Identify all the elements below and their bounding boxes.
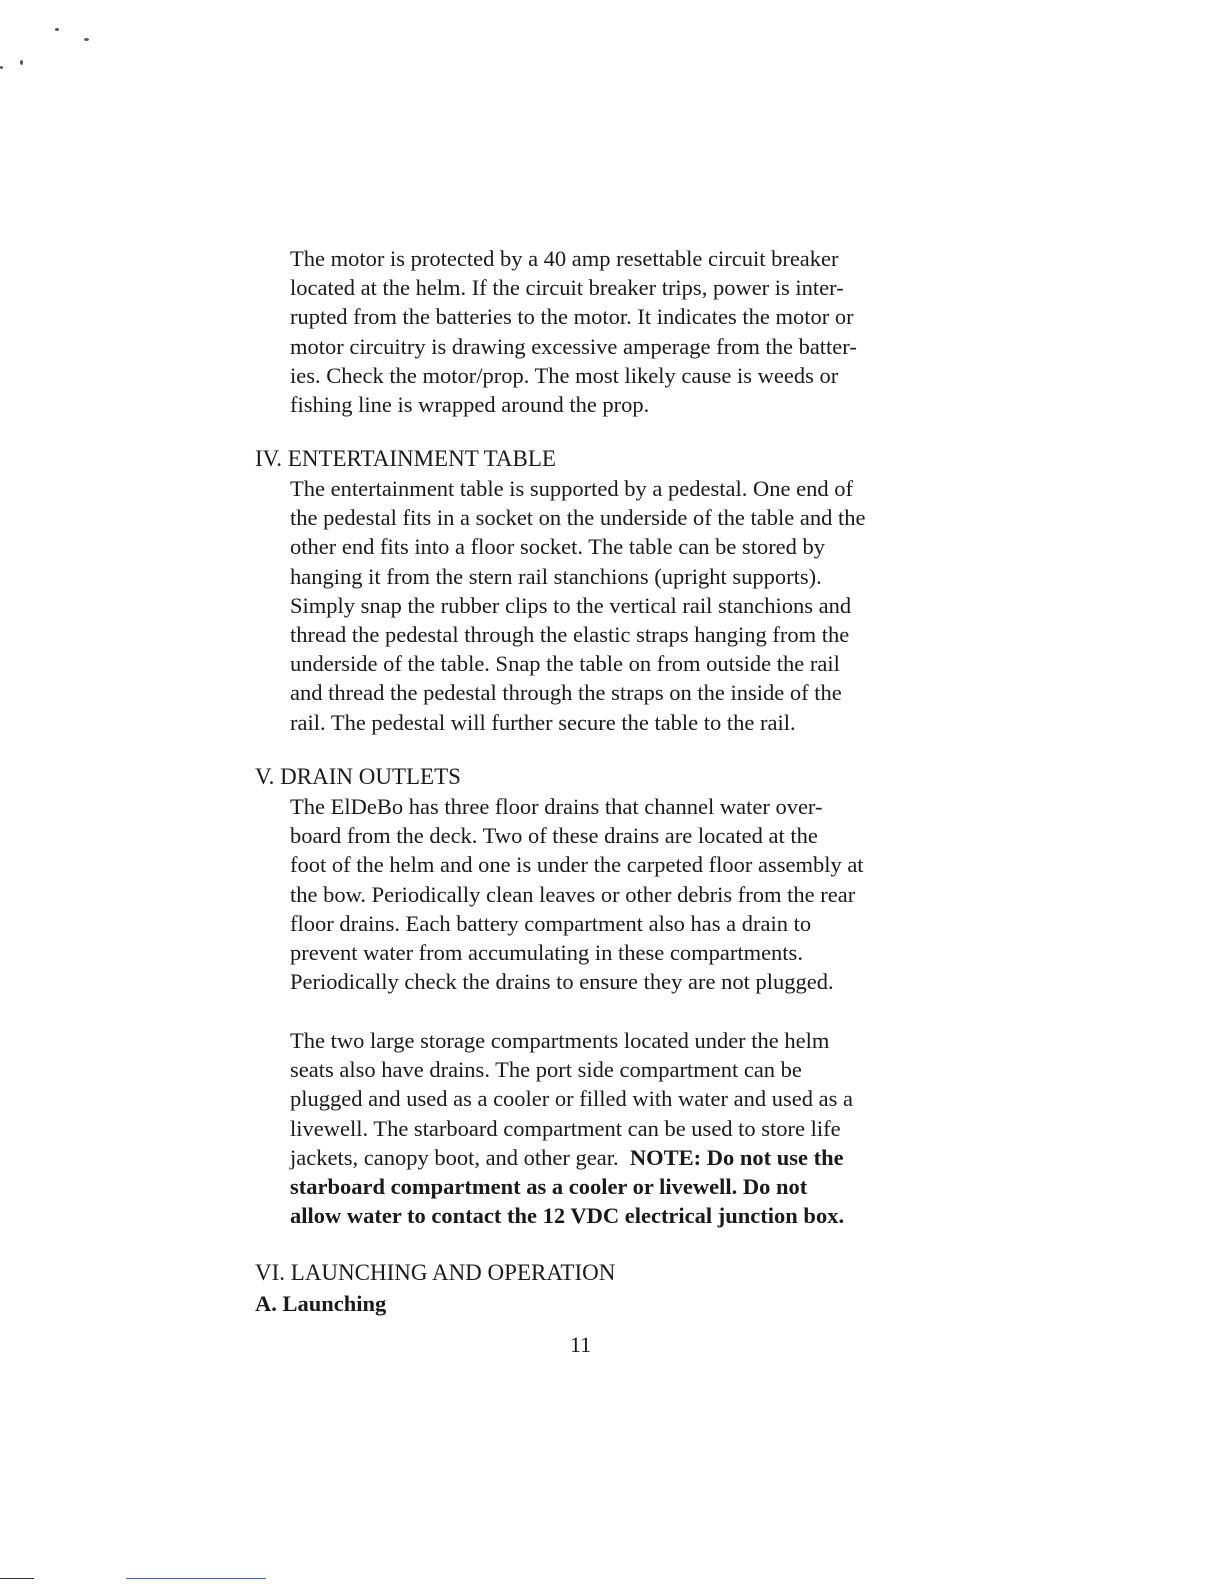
subheading-launching: A. Launching: [255, 1291, 387, 1316]
text-line: prevent water from accumulating in these compartments.: [290, 940, 803, 966]
text-line: thread the pedestal through the elastic straps hanging from the: [290, 622, 850, 648]
text-line: located at the helm. If the circuit breaker trips, power is inter-: [290, 275, 844, 301]
text-line: ies. Check the motor/prop. The most likely cause is weeds or: [290, 362, 839, 388]
text-line: seats also have drains. The port side compartment can be: [290, 1057, 802, 1083]
text-line: [290, 1143, 930, 1172]
text-line: other end fits into a floor socket. The table can be stored by: [290, 534, 826, 560]
text-line: fishing line is wrapped around the prop.: [290, 392, 650, 418]
footer-rule: [0, 1578, 34, 1579]
text-line: Simply snap the rubber clips to the vertical rail stanchions and: [290, 592, 852, 618]
text-line: livewell. The starboard compartment can be used to store life: [290, 1115, 841, 1141]
text-line: Periodically check the drains to ensure they are not plugged.: [290, 969, 834, 995]
text-line: rupted from the batteries to the motor. It indicates the motor or: [290, 304, 854, 330]
note-label: NOTE: Do not use the: [629, 1144, 844, 1170]
section-heading-drain-outlets: V. DRAIN OUTLETS: [255, 764, 461, 789]
section-heading-entertainment-table: IV. ENTERTAINMENT TABLE: [255, 446, 556, 471]
text-segment: jackets, canopy boot, and other gear.: [290, 1144, 630, 1170]
text-line: The motor is protected by a 40 amp resettable circuit breaker: [290, 246, 839, 271]
text-line: The entertainment table is supported by a pedestal. One end of: [290, 476, 853, 501]
text-line: The ElDeBo has three floor drains that channel water over-: [290, 794, 823, 819]
text-line: underside of the table. Snap the table on from outside the rail: [290, 651, 840, 677]
section-heading-launching-operation: VI. LAUNCHING AND OPERATION: [255, 1260, 616, 1285]
text-line: plugged and used as a cooler or filled with water and used as a: [290, 1086, 853, 1112]
text-line: the pedestal fits in a socket on the underside of the table and the: [290, 505, 866, 531]
text-line: the bow. Periodically clean leaves or other debris from the rear: [290, 881, 856, 907]
text-line: motor circuitry is drawing excessive amperage from the batter-: [290, 333, 857, 359]
text-line: hanging it from the stern rail stanchions (upright supports).: [290, 563, 822, 589]
entertainment-table-paragraph: [290, 474, 930, 737]
drain-outlets-paragraph: [290, 792, 930, 996]
text-line: floor drains. Each battery compartment also has a drain to: [290, 910, 812, 936]
scan-speck: [20, 60, 23, 65]
warning-line: allow water to contact the 12 VDC electrical junction box.: [290, 1203, 845, 1229]
motor-paragraph: [290, 244, 930, 419]
storage-compartments-paragraph: [290, 1026, 930, 1230]
warning-line: starboard compartment as a cooler or livewell. Do not: [290, 1174, 808, 1200]
text-line: rail. The pedestal will further secure the table to the rail.: [290, 709, 796, 735]
page-number: 11: [570, 1332, 592, 1357]
text-line: The two large storage compartments located under the helm: [290, 1028, 830, 1053]
text-line: foot of the helm and one is under the carpeted floor assembly at: [290, 852, 864, 878]
scan-speck: [84, 38, 89, 41]
text-line: and thread the pedestal through the straps on the inside of the: [290, 680, 842, 706]
footer-rule: [126, 1578, 266, 1579]
scan-speck: [55, 28, 59, 31]
text-line: board from the deck. Two of these drains are located at the: [290, 823, 818, 849]
scan-speck: [0, 66, 3, 69]
